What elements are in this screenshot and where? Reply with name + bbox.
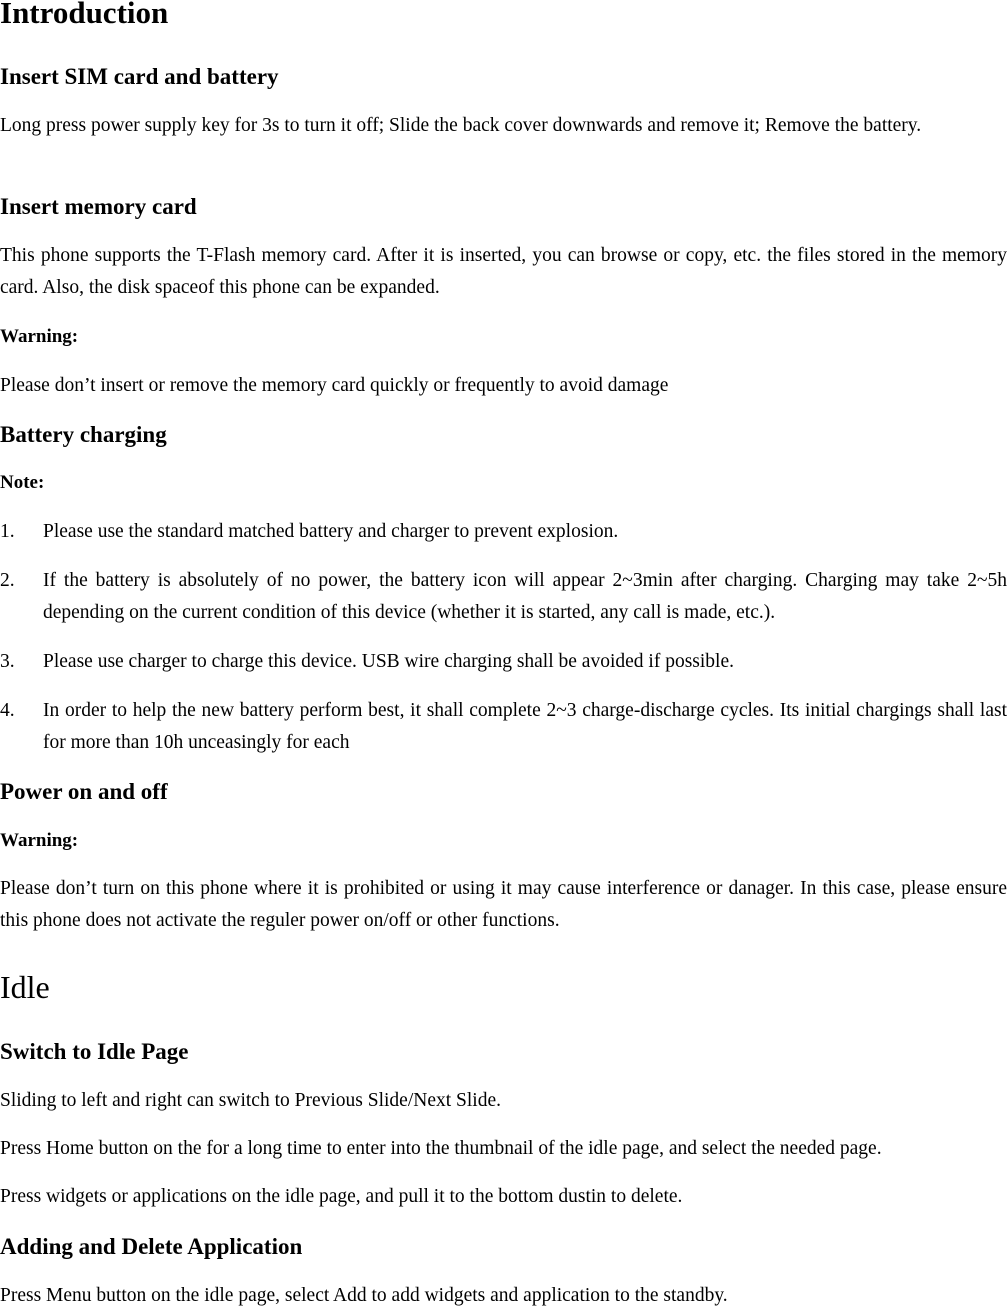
paragraph-insert-memory: This phone supports the T-Flash memory card. After it is inserted, you can browse or copy, etc. the files stored in the memory card. Also, the disk spaceof this phone can be expanded.: [0, 245, 1007, 298]
paragraph-power-warning: Please don’t turn on this phone where it is prohibited or using it may cause interference or danager. In this case, please ensure this phone does not activate the reguler power on/off or other functions.: [0, 878, 1007, 931]
list-item-number: 2.: [0, 570, 15, 591]
warning-label-memory: Warning:: [0, 326, 79, 347]
list-item-text: In order to help the new battery perform best, it shall complete 2~3 charge-discharge cycles. Its initial chargings shall last for more than 10h unceasingly for each: [43, 700, 1007, 753]
paragraph-switch-2: Press Home button on the for a long time to enter into the thumbnail of the idle page, and select the needed page.: [0, 1138, 882, 1159]
paragraph-switch-1: Sliding to left and right can switch to Previous Slide/Next Slide.: [0, 1090, 501, 1111]
list-item-number: 4.: [0, 700, 15, 721]
section-title-introduction: Introduction: [0, 0, 169, 30]
list-item-text: If the battery is absolutely of no power, the battery icon will appear 2~3min after charging. Charging may take 2~5h depending on the current condition of this device (whether it is started, any call is made, etc.).: [43, 570, 1007, 623]
heading-insert-sim: Insert SIM card and battery: [0, 64, 279, 89]
paragraph-switch-3: Press widgets or applications on the idle page, and pull it to the bottom dustin to delete.: [0, 1186, 683, 1207]
list-item-number: 3.: [0, 651, 15, 672]
heading-power-on-off: Power on and off: [0, 779, 168, 804]
paragraph-insert-sim: Long press power supply key for 3s to turn it off; Slide the back cover downwards and remove it; Remove the battery.: [0, 115, 922, 136]
paragraph-memory-warning: Please don’t insert or remove the memory card quickly or frequently to avoid damage: [0, 375, 669, 396]
heading-adding-delete: Adding and Delete Application: [0, 1234, 303, 1259]
paragraph-adding-1: Press Menu button on the idle page, select Add to add widgets and application to the standby.: [0, 1285, 728, 1306]
list-item-number: 1.: [0, 521, 15, 542]
section-title-idle: Idle: [0, 969, 50, 1005]
list-item-text: Please use the standard matched battery and charger to prevent explosion.: [43, 521, 619, 542]
note-label-battery: Note:: [0, 472, 45, 493]
list-item-text: Please use charger to charge this device. USB wire charging shall be avoided if possible.: [43, 651, 734, 672]
warning-label-power: Warning:: [0, 830, 79, 851]
heading-insert-memory: Insert memory card: [0, 194, 197, 219]
heading-battery-charging: Battery charging: [0, 422, 167, 447]
heading-switch-idle: Switch to Idle Page: [0, 1039, 189, 1064]
